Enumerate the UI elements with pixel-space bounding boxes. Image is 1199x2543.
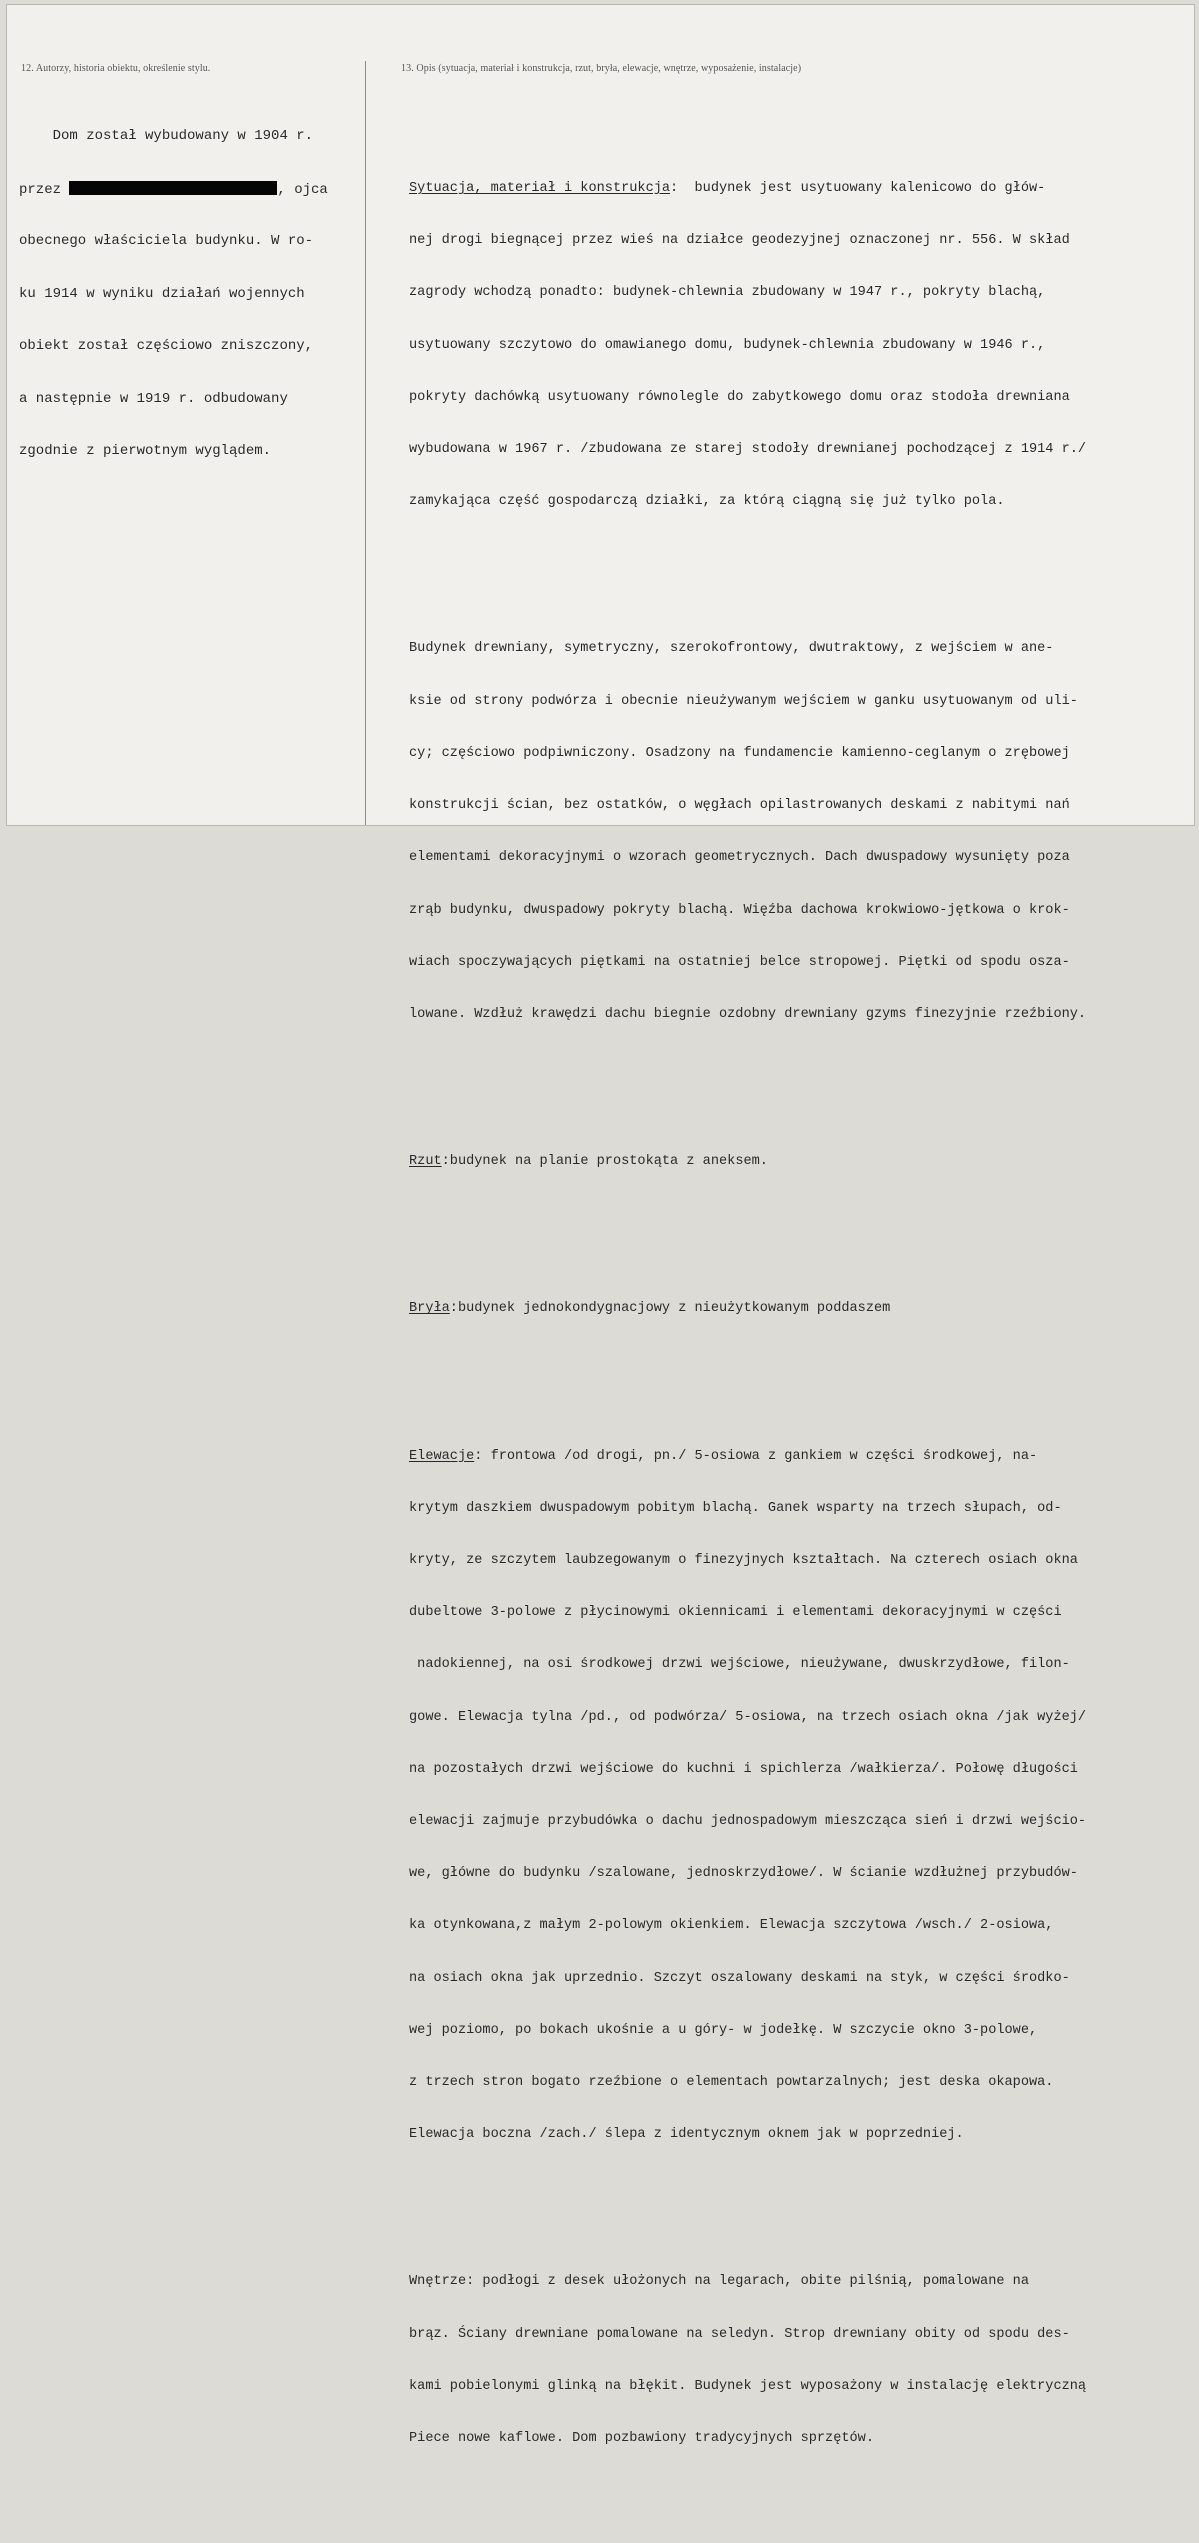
text-line: a następnie w 1919 r. odbudowany	[19, 390, 288, 407]
text-line	[19, 181, 365, 199]
text-line: Dom został wybudowany w 1904 r.	[19, 128, 314, 144]
text-line: elementami dekoracyjnymi o wzorach geometrycznych. Dach dwuspadowy wysunięty poza	[409, 850, 1070, 866]
section-13-header: 13. Opis (sytuacja, materiał i konstrukcja, rzut, bryła, elewacje, wnętrze, wyposażenie, instalacje)	[401, 63, 802, 74]
text-line	[409, 1300, 1199, 1317]
text-line: brąz. Ściany drewniane pomalowane na seledyn. Strop drewniany obity od spodu des-	[409, 2326, 1070, 2342]
text-line: lowane. Wzdłuż krawędzi dachu biegnie ozdobny drewniany gzyms finezyjnie rzeźbiony.	[409, 1006, 1087, 1022]
text-line: krytym daszkiem dwuspadowym pobitym blachą. Ganek wsparty na trzech słupach, od-	[409, 1500, 1062, 1516]
text-line: kami pobielonymi glinką na błękit. Budynek jest wyposażony w instalację elektryczną	[409, 2378, 1087, 2394]
text-fragment: :budynek na planie prostokąta z aneksem.	[441, 1154, 768, 1170]
heading-situation: Sytuacja, materiał i konstrukcja	[409, 181, 671, 197]
text-line: nej drogi biegnącej przez wieś na działce geodezyjnej oznaczonej nr. 556. W skład	[409, 233, 1070, 249]
heading-elevations: Elewacje	[409, 1448, 475, 1464]
column-divider	[365, 61, 366, 825]
text-fragment: : budynek jest usytuowany kalenicowo do głów-	[670, 181, 1046, 197]
text-line: konstrukcji ścian, bez ostatków, o węgłach opilastrowanych deskami z nabitymi nań	[409, 798, 1070, 814]
paragraph-plan	[409, 1118, 1199, 1205]
text-fragment: : frontowa /od drogi, pn./ 5-osiowa z gankiem w części środkowej, na-	[474, 1448, 1038, 1464]
text-line: z trzech stron bogato rzeźbione o elementach powtarzalnych; jest deska okapowa.	[409, 2075, 1054, 2091]
heading-plan: Rzut	[409, 1154, 442, 1170]
text-line: we, główne do budynku /szalowane, jednoskrzydłowe/. W ścianie wzdłużnej przybudów-	[409, 1866, 1078, 1882]
text-line	[409, 1448, 1199, 1465]
text-fragment: :budynek jednokondygnacjowy z nieużytkowanym poddaszem	[449, 1301, 891, 1317]
heading-massing: Bryła	[409, 1301, 450, 1317]
section-12-text	[19, 93, 365, 496]
text-line: gowe. Elewacja tylna /pd., od podwórza/ 5-osiowa, na trzech osiach okna /jak wyżej/	[409, 1709, 1087, 1725]
text-line: cy; częściowo podpiwniczony. Osadzony na fundamencie kamienno-ceglanym o zrębowej	[409, 745, 1070, 761]
section-13-column	[369, 5, 1196, 2447]
text-line: wiach spoczywających piętkami na ostatniej belce stropowej. Piętki od spodu osza-	[409, 954, 1070, 970]
document-sheet	[6, 4, 1195, 2447]
text-line: wej poziomo, po bokach ukośnie a u góry- w jodełkę. W szczycie okno 3-polowe,	[409, 2022, 1038, 2038]
text-line: Wnętrze: podłogi z desek ułożonych na legarach, obite pilśnią, pomalowane na	[409, 2274, 1029, 2290]
text-line: zagrody wchodzą ponadto: budynek-chlewnia zbudowany w 1947 r., pokryty blachą,	[409, 285, 1046, 301]
text-line: Elewacja boczna /zach./ ślepa z identycznym oknem jak w poprzedniej.	[409, 2127, 964, 2143]
paragraph-massing	[409, 1266, 1199, 1353]
text-line: nadokiennej, na osi środkowej drzwi wejściowe, nieużywane, dwuskrzydłowe, filon-	[409, 1657, 1070, 1673]
text-line: wybudowana w 1967 r. /zbudowana ze starej stodoły drewnianej pochodzącej z 1914 r./	[409, 442, 1087, 458]
text-line: Budynek drewniany, symetryczny, szerokofrontowy, dwutraktowy, z wejściem w ane-	[409, 641, 1054, 657]
section-12-column	[7, 5, 365, 825]
text-line	[409, 180, 1199, 197]
text-line: zgodnie z pierwotnym wyglądem.	[19, 443, 272, 459]
text-line: obecnego właściciela budynku. W ro-	[19, 233, 314, 249]
text-line: elewacji zajmuje przybudówka o dachu jednospadowym mieszcząca sień i drzwi wejścio-	[409, 1814, 1087, 1830]
redaction-bar	[69, 181, 277, 195]
text-line: ku 1914 w wyniku działań wojennych	[19, 285, 305, 302]
text-line: dubeltowe 3-polowe z płycinowymi okiennicami i elementami dekoracyjnymi w części	[409, 1605, 1062, 1621]
section-12-header: 12. Autorzy, historia obiektu, określenie stylu.	[21, 63, 211, 74]
text-line: ksie od strony podwórza i obecnie nieużywanym wejściem w ganku usytuowanym od uli-	[409, 693, 1078, 709]
text-line: ka otynkowana,z małym 2-polowym okienkiem. Elewacja szczytowa /wsch./ 2-osiowa,	[409, 1918, 1054, 1934]
text-line: pokryty dachówką usytuowany równolegle do zabytkowego domu oraz stodoła drewniana	[409, 389, 1070, 405]
paragraph-building	[409, 606, 1199, 1058]
text-line: na osiach okna jak uprzednio. Szczyt oszalowany deskami na styk, w części środko-	[409, 1970, 1070, 1986]
section-13-text	[409, 93, 1199, 2543]
text-line: zrąb budynku, dwuspadowy pokryty blachą. Więźba dachowa krokwiowo-jętkowa o krok-	[409, 902, 1070, 918]
text-fragment: przez	[19, 181, 70, 198]
text-line: na pozostałych drzwi wejściowe do kuchni i spichlerza /wałkierza/. Połowę długości	[409, 1761, 1078, 1777]
text-fragment: , ojca	[277, 181, 328, 198]
text-line: Piece nowe kaflowe. Dom pozbawiony tradycyjnych sprzętów.	[409, 2431, 874, 2447]
paragraph-elevations	[409, 1413, 1199, 2179]
text-line: zamykająca część gospodarczą działki, za którą ciągną się już tylko pola.	[409, 494, 1005, 510]
text-line: kryty, ze szczytem laubzegowanym o finezyjnych kształtach. Na czterech osiach okna	[409, 1553, 1078, 1569]
text-line	[409, 1153, 1199, 1170]
text-line: usytuowany szczytowo do omawianego domu, budynek-chlewnia zbudowany w 1946 r.,	[409, 337, 1046, 353]
paragraph-interior	[409, 2239, 1199, 2483]
text-line: obiekt został częściowo zniszczony,	[19, 338, 314, 354]
paragraph-situation	[409, 145, 1199, 545]
